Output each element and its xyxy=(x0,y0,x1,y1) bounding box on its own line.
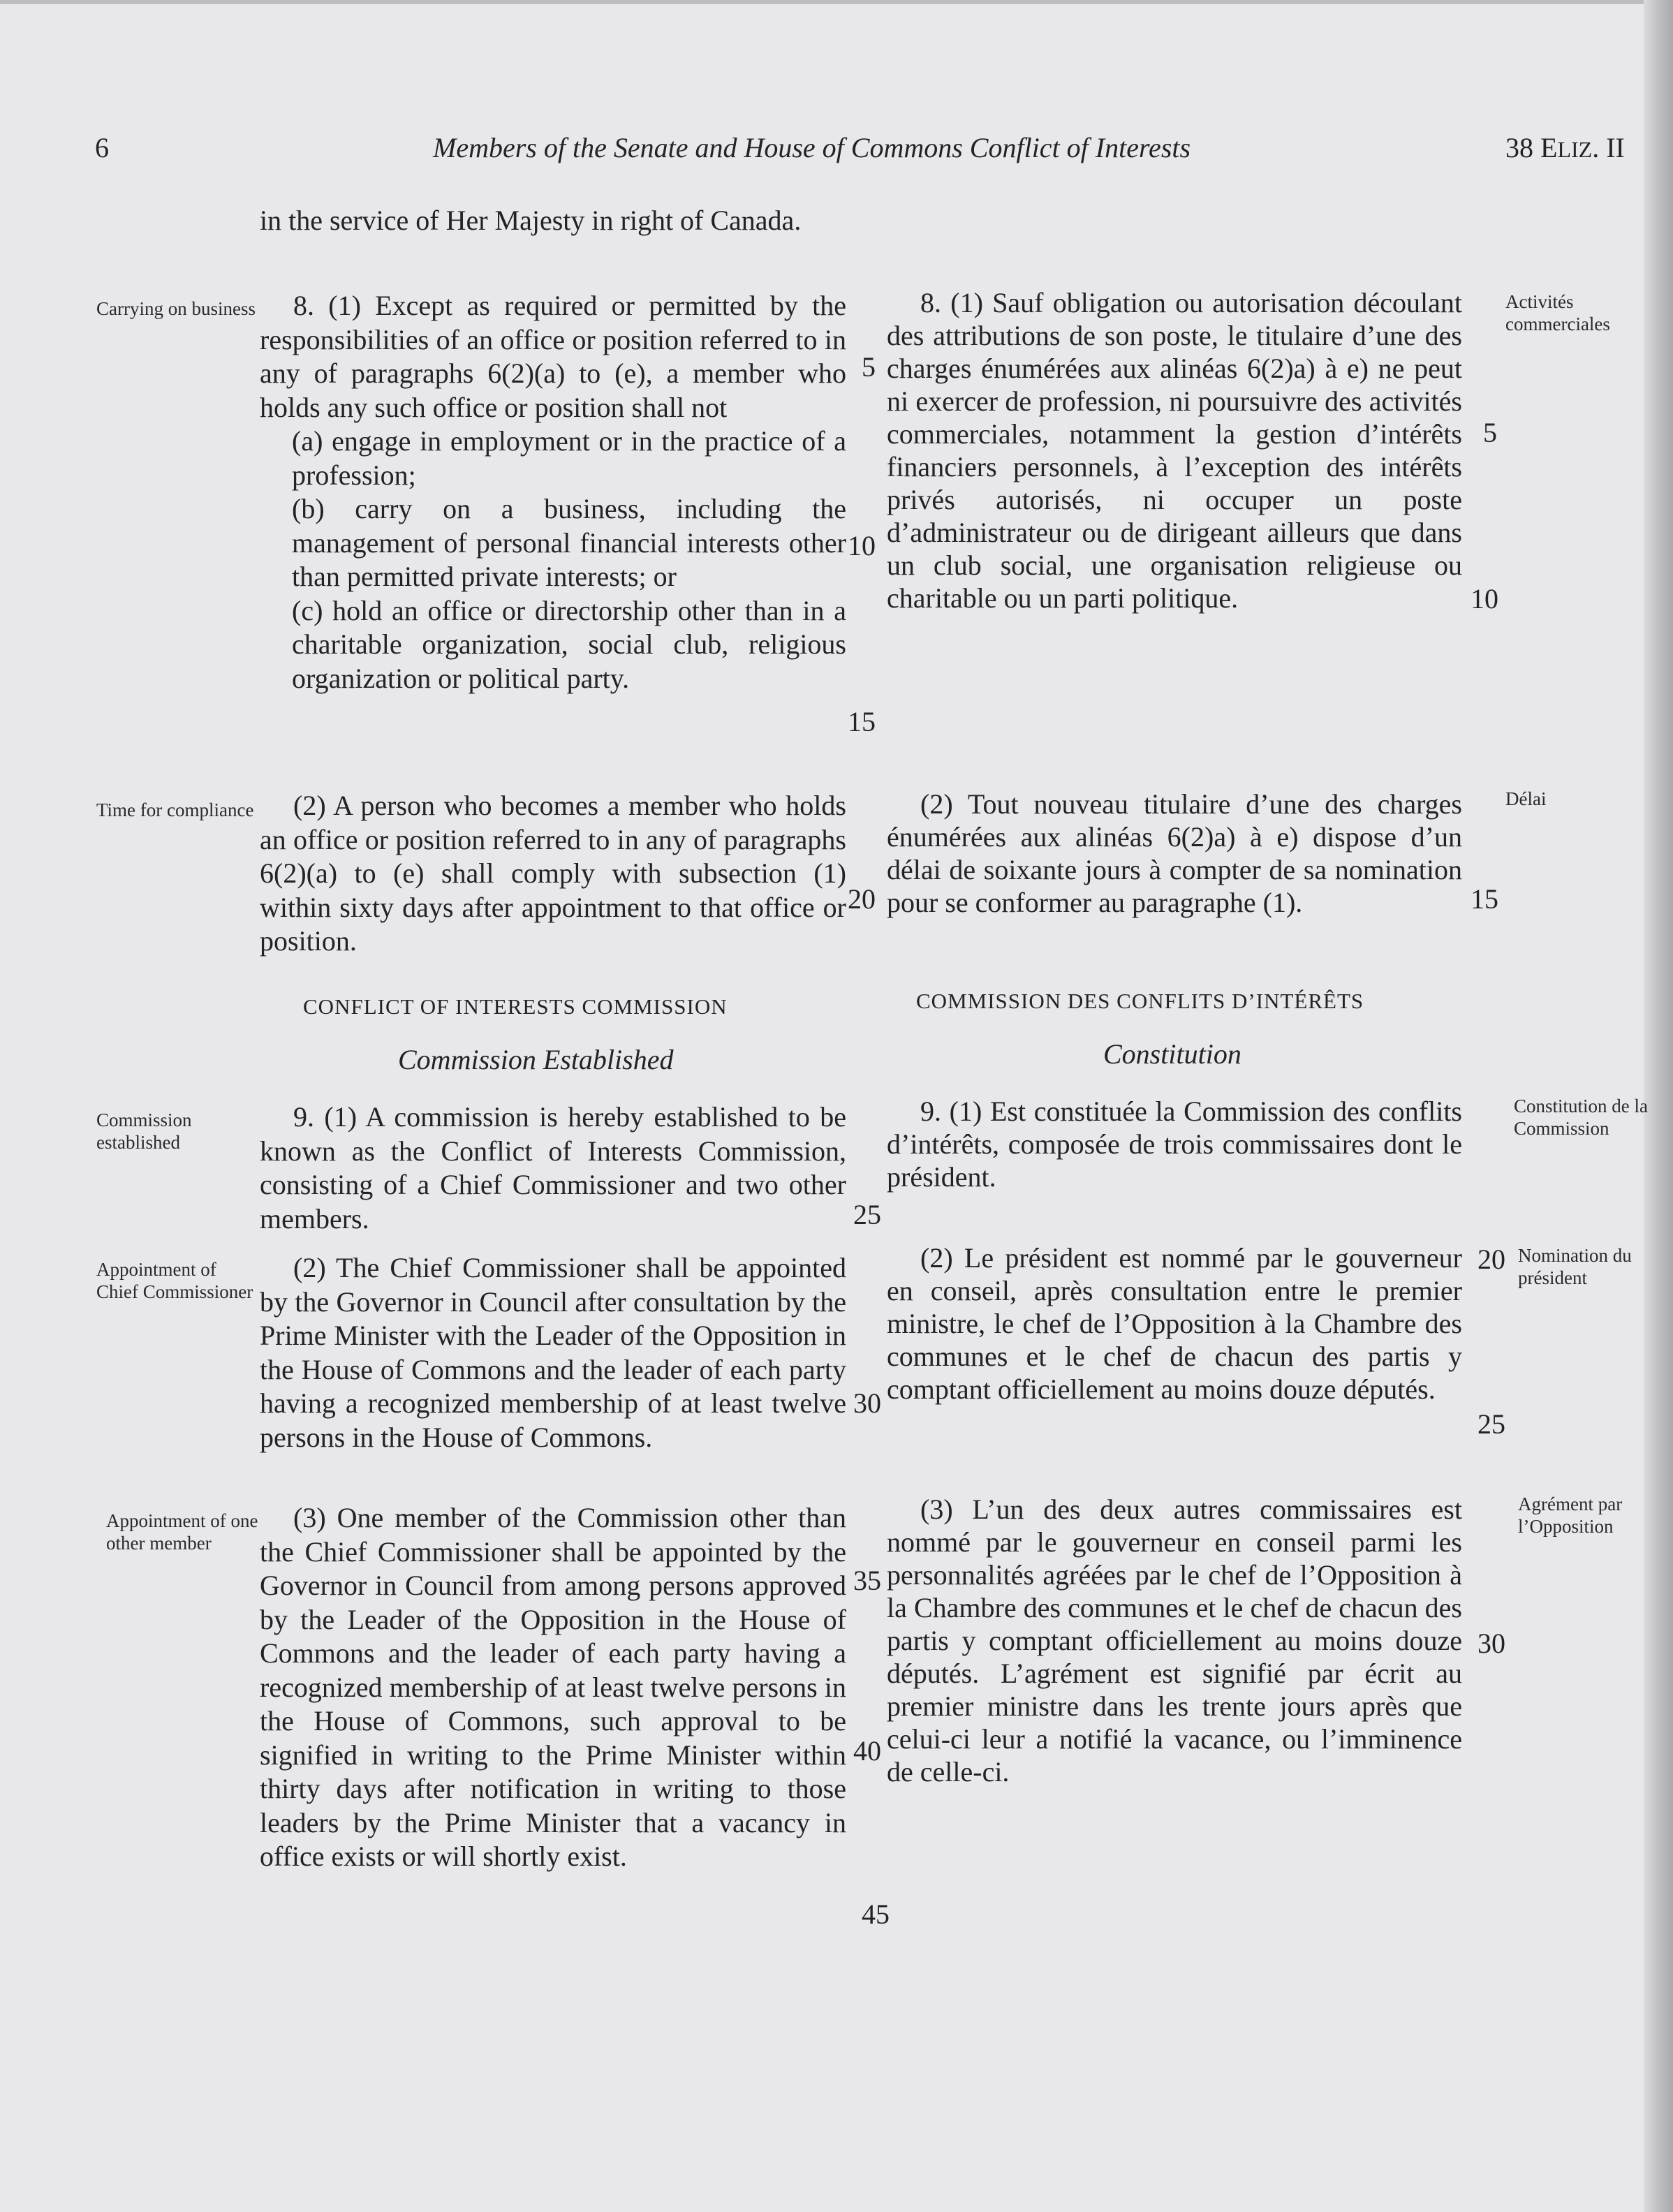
line-number: 20 xyxy=(848,883,876,915)
s8-1-intro: 8. (1) Except as required or permitted by the responsibilities of an office or position referred to in any of paragraphs 6(2)(a) to (e), a member who holds any such office or position shall not xyxy=(260,290,846,423)
line-number: 45 xyxy=(862,1898,890,1930)
french-section-9-3 xyxy=(887,1493,1462,1788)
english-subheading: Commission Established xyxy=(398,1044,674,1075)
french-section-9-2 xyxy=(887,1241,1462,1406)
english-heading: CONFLICT OF INTERESTS COMMISSION xyxy=(303,994,728,1019)
s9-2: (2) The Chief Commissioner shall be appointed by the Governor in Council after consultation by the Prime Minister with the Leader of the Opposition in the House of Commons and the leader of each party having a recognized membership of at least twelve persons in the House of Commons. xyxy=(260,1252,846,1453)
english-section-9-3 xyxy=(260,1501,846,1874)
margin-note-carrying-on-business: Carrying on business xyxy=(96,298,256,319)
page-top-edge xyxy=(0,0,1673,4)
s8-2: (2) A person who becomes a member who holds an office or position referred to in any of paragraphs 6(2)(a) to (e) shall comply with subsection (1) within sixty days after appointment to that office or position. xyxy=(260,790,846,957)
line-number: 20 xyxy=(1477,1244,1505,1275)
margin-note-appointment-chief: Appointment of Chief Commissioner xyxy=(96,1259,253,1302)
s8-1-a: (a) engage in employment or in the practice of a profession; xyxy=(292,425,846,491)
line-number: 30 xyxy=(853,1387,881,1419)
fr-s9-2: (2) Le président est nommé par le gouverneur en conseil, après consultation entre le premier ministre, le chef de l’Opposition à la Chambre des communes et le chef de chacun des partis y comptant officiellement au moins douze députés. xyxy=(887,1242,1462,1405)
fr-s8-2: (2) Tout nouveau titulaire d’une des charges énumérées aux alinéas 6(2)a) à e) dispose d’un délai de soixante jours à compter de sa nomination pour se conformer au paragraphe (1). xyxy=(887,788,1462,918)
line-number: 10 xyxy=(848,530,876,561)
continuation-text: in the service of Her Majesty in right of Canada. xyxy=(260,205,802,236)
margin-note-delai: Délai xyxy=(1505,788,1547,809)
line-number: 15 xyxy=(1471,883,1498,915)
margin-note-appointment-other: Appointment of one other member xyxy=(106,1510,258,1554)
french-section-8-2 xyxy=(887,788,1462,919)
s8-1-b: (b) carry on a business, including the management of personal financial interests other than permitted private interests; or xyxy=(292,493,846,592)
page-number: 6 xyxy=(95,132,109,163)
line-number: 5 xyxy=(862,351,876,383)
line-number: 15 xyxy=(848,706,876,737)
french-heading: COMMISSION DES CONFLITS D’INTÉRÊTS xyxy=(916,989,1364,1013)
regnal-year: 38 ELIZ. II xyxy=(1505,132,1625,163)
s9-3: (3) One member of the Commission other than the Chief Commissioner shall be appointed by the Governor in Council from among persons approved by the Leader of the Opposition in the House of Commons and the leader of each party having a recognized membership of at least twelve persons in the House of Commons, such approval to be signified in writing to the Prime Minister within thirty days after notification in writing to those leaders by the Prime Minister that a vacancy in office exists or will shortly exist. xyxy=(260,1502,846,1872)
running-title: Members of the Senate and House of Commons Conflict of Interests xyxy=(433,132,1191,163)
fr-s8-1: 8. (1) Sauf obligation ou autorisation découlant des attributions de son poste, le titulaire d’une des charges énumérées aux alinéas 6(2)a) à e) ne peut ni exercer de profession, ni poursuivre des activités commerciales, notamment la gestion d’intérêts financiers personnels, à l’exception des intérêts privés autorisés, ni occuper un poste d’administrateur ou de dirigeant ailleurs que dans un club social, une organisation religieuse ou charitable ou un parti politique. xyxy=(887,287,1462,614)
line-number: 40 xyxy=(853,1735,881,1767)
margin-note-constitution: Constitution de la Commission xyxy=(1514,1096,1648,1139)
margin-note-agrement: Agrément par l’Opposition xyxy=(1518,1494,1623,1537)
margin-note-commission-established: Commission established xyxy=(96,1109,192,1153)
english-section-9-1 xyxy=(260,1100,846,1236)
french-section-8-1 xyxy=(887,286,1462,614)
english-section-8-1 xyxy=(260,289,846,695)
line-number: 35 xyxy=(853,1565,881,1596)
line-number: 5 xyxy=(1483,417,1497,448)
margin-note-activites: Activités commerciales xyxy=(1505,291,1610,334)
english-section-8-2 xyxy=(260,789,846,959)
fr-s9-3: (3) L’un des deux autres commissaires est nommé par le gouverneur en conseil parmi les personnalités agréées par le chef de l’Opposition à la Chambre des communes et le chef de chacun des partis y comptant officiellement au moins douze députés. L’agrément est signifié par écrit au premier ministre dans les trente jours après que celui-ci leur a notifié la vacance, ou l’imminence de celle-ci. xyxy=(887,1494,1462,1787)
margin-note-time-for-compliance: Time for compliance xyxy=(96,799,254,820)
english-section-9-2 xyxy=(260,1251,846,1454)
line-number: 30 xyxy=(1477,1628,1505,1659)
margin-note-nomination: Nomination du président xyxy=(1518,1245,1632,1288)
french-subheading: Constitution xyxy=(1103,1038,1241,1070)
line-number: 25 xyxy=(1477,1408,1505,1440)
line-number: 10 xyxy=(1471,583,1498,614)
english-continuation xyxy=(260,204,846,238)
s8-1-c: (c) hold an office or directorship other than in a charitable organization, social club, religious organization or political party. xyxy=(292,594,846,694)
line-number: 25 xyxy=(853,1199,881,1230)
french-section-9-1 xyxy=(887,1095,1462,1193)
s9-1: 9. (1) A commission is hereby established to be known as the Conflict of Interests Commission, consisting of a Chief Commissioner and two other members. xyxy=(260,1101,846,1234)
fr-s9-1: 9. (1) Est constituée la Commission des conflits d’intérêts, composée de trois commissaires dont le président. xyxy=(887,1096,1462,1193)
